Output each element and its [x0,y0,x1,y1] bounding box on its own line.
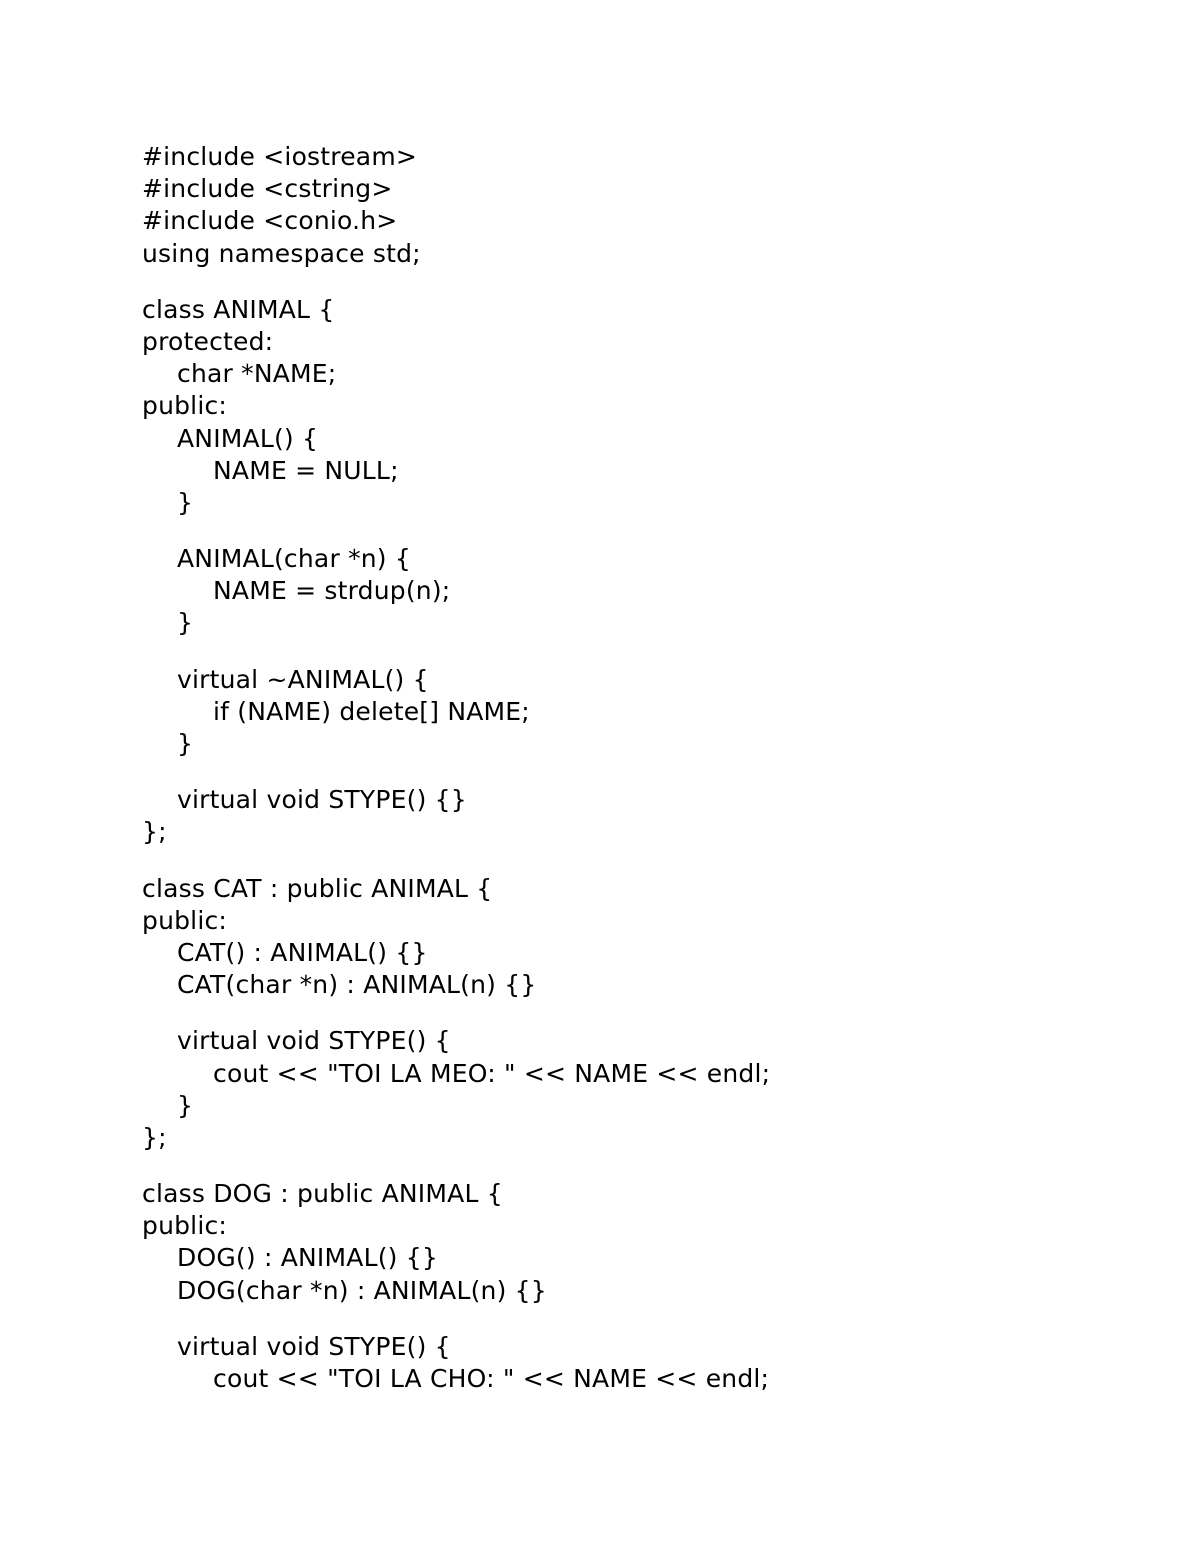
blank-line [142,1307,1142,1331]
code-line: virtual void STYPE() { [177,1026,451,1056]
blank-line [142,270,1142,294]
code-line: DOG(char *n) : ANIMAL(n) {} [177,1275,547,1305]
code-line: char *NAME; [177,359,337,389]
code-line: public: [142,905,228,935]
code-line: }; [142,1122,167,1152]
code-line: ANIMAL() { [177,423,319,453]
code-line: CAT(char *n) : ANIMAL(n) {} [177,970,537,1000]
blank-line [142,519,1142,543]
code-line: } [177,729,194,758]
code-line: cout << "TOI LA CHO: " << NAME << endl; [213,1364,770,1393]
code-line: #include <conio.h> [142,206,398,236]
code-line: }; [142,817,167,847]
blank-line [142,1154,1142,1178]
code-line: public: [142,1211,228,1241]
code-line: public: [142,391,228,421]
code-line: NAME = strdup(n); [213,576,451,606]
code-line: class ANIMAL { [142,294,335,324]
code-line: using namespace std; [142,238,421,268]
code-line: class DOG : public ANIMAL { [142,1179,503,1209]
code-line: } [177,487,194,517]
code-line: NAME = NULL; [213,455,399,485]
code-listing [142,141,1142,1395]
code-line: #include <iostream> [142,142,418,171]
code-line: CAT() : ANIMAL() {} [177,937,428,967]
code-line: ANIMAL(char *n) { [177,544,412,574]
blank-line [142,760,1142,784]
code-line: cout << "TOI LA MEO: " << NAME << endl; [213,1058,771,1088]
code-line: virtual void STYPE() { [177,1331,451,1361]
code-line: virtual void STYPE() {} [177,785,467,815]
code-line: virtual ~ANIMAL() { [177,664,429,694]
blank-line [142,1001,1142,1025]
code-line: class CAT : public ANIMAL { [142,873,493,903]
code-line: } [177,608,194,638]
code-line: if (NAME) delete[] NAME; [213,696,530,726]
code-line: } [177,1090,194,1120]
code-line: protected: [142,326,274,356]
code-line: #include <cstring> [142,174,393,204]
code-line: DOG() : ANIMAL() {} [177,1243,438,1273]
blank-line [142,640,1142,664]
blank-line [142,849,1142,873]
